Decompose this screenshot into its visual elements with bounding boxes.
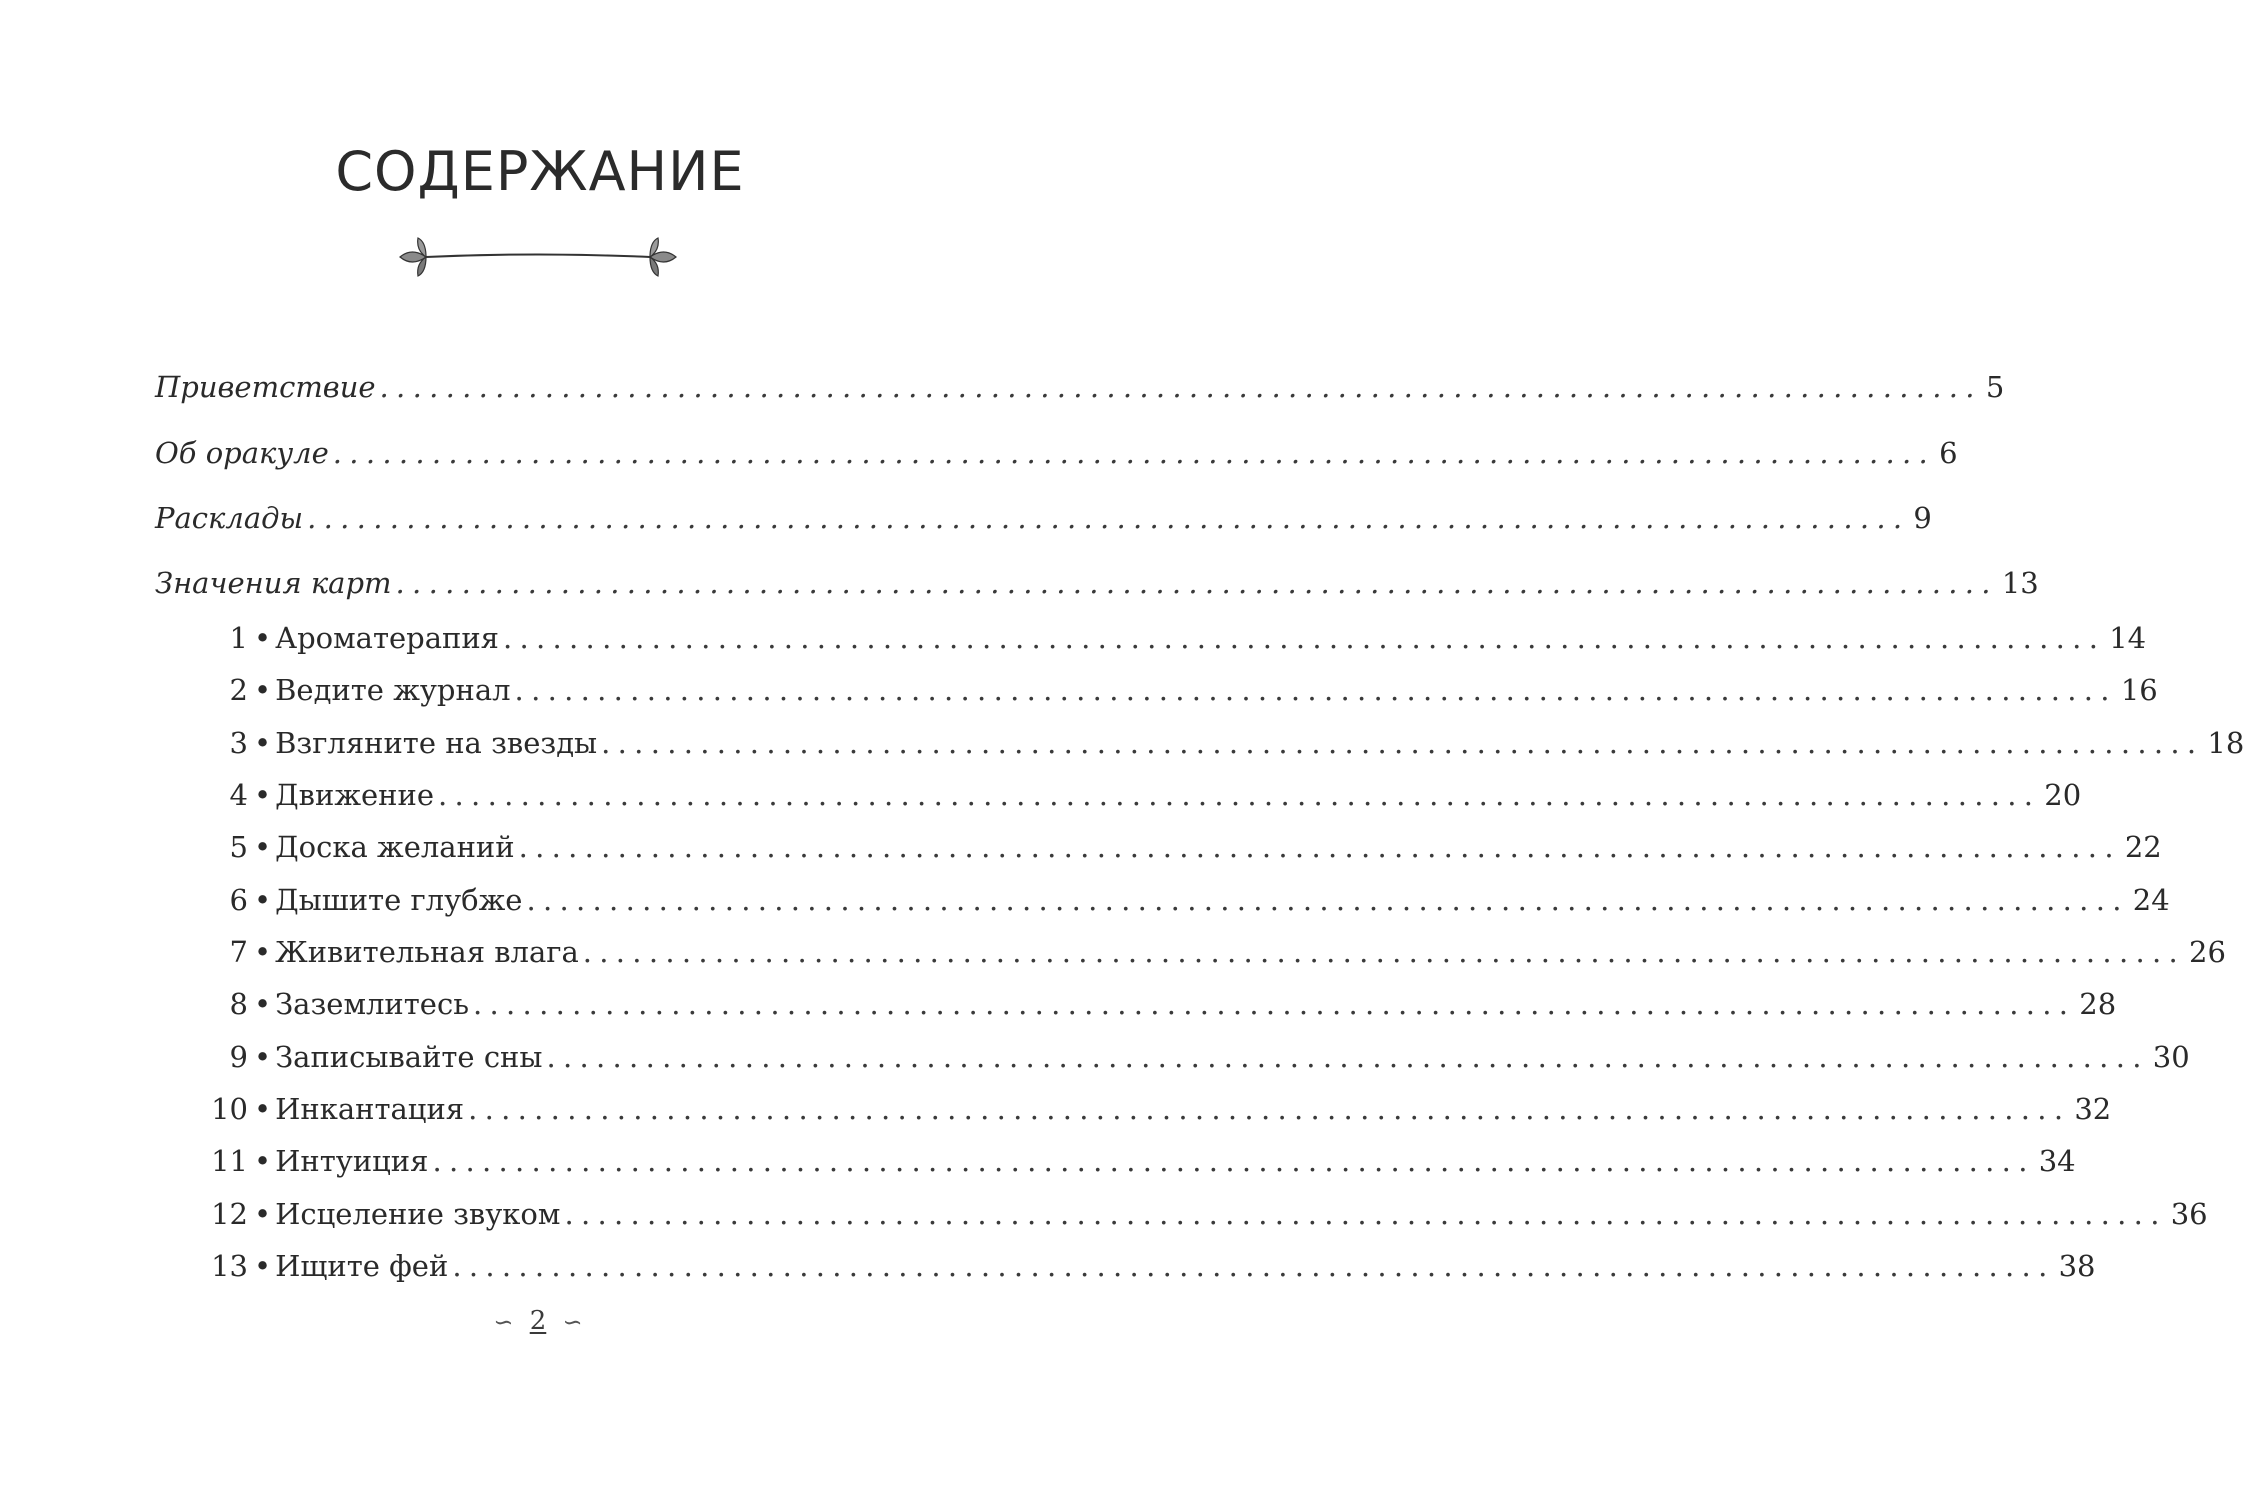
toc-card-entry[interactable] bbox=[210, 1139, 2076, 1183]
toc-entry-page: 32 bbox=[2074, 1092, 2112, 1126]
dot-leader: ................................................................................................. bbox=[468, 1092, 2071, 1126]
card-title: Ищите фей bbox=[275, 1249, 449, 1283]
toc-entry-page: 38 bbox=[2058, 1249, 2096, 1283]
toc-entry-page: 18 bbox=[2207, 726, 2244, 760]
card-title: Инкантация bbox=[275, 1092, 465, 1126]
toc-entry-page: 20 bbox=[2044, 778, 2082, 812]
card-title: Взгляните на звезды bbox=[275, 726, 598, 760]
card-number: 13 bbox=[211, 1249, 248, 1283]
dot-leader: ................................................................................................. bbox=[564, 1197, 2167, 1231]
card-title: Дышите глубже bbox=[275, 883, 523, 917]
toc-card-entry[interactable] bbox=[210, 878, 2170, 922]
toc-card-entry[interactable] bbox=[210, 825, 2162, 869]
dot-leader: ................................................................................................. bbox=[546, 1040, 2149, 1074]
toc-entry-page: 14 bbox=[2109, 621, 2147, 655]
toc-card-entry[interactable] bbox=[210, 773, 2082, 817]
toc-entry-spreads[interactable] bbox=[155, 496, 1932, 540]
toc-entry-page: 5 bbox=[1985, 370, 2005, 404]
dot-leader: ................................................................................................. bbox=[514, 673, 2117, 707]
card-title: Исцеление звуком bbox=[275, 1197, 561, 1231]
toc-entry-label: Об оракуле bbox=[155, 436, 329, 470]
card-number: 3 bbox=[229, 726, 248, 760]
toc-entry-page: 36 bbox=[2170, 1197, 2208, 1231]
dot-leader: ................................................................................................. bbox=[473, 987, 2076, 1021]
bullet: • bbox=[254, 987, 272, 1021]
card-title: Записывайте сны bbox=[275, 1040, 543, 1074]
toc-entry-page: 30 bbox=[2152, 1040, 2190, 1074]
toc-card-entry[interactable] bbox=[210, 721, 2244, 765]
toc-entry-about-oracle[interactable] bbox=[155, 431, 1958, 475]
left-swirl-icon: ∽ bbox=[493, 1308, 514, 1336]
toc-card-entry[interactable] bbox=[210, 1244, 2096, 1288]
dot-leader: ................................................................................................. bbox=[582, 935, 2186, 969]
toc-entry-page: 24 bbox=[2132, 883, 2170, 917]
page-footer bbox=[0, 1306, 1000, 1336]
card-title: Заземлитесь bbox=[275, 987, 469, 1021]
card-number: 5 bbox=[229, 830, 248, 864]
card-title: Интуиция bbox=[275, 1144, 429, 1178]
dot-leader: ................................................................................................. bbox=[502, 621, 2106, 655]
dot-leader: ................................................................................................. bbox=[526, 883, 2129, 917]
toc-entry-page: 28 bbox=[2079, 987, 2117, 1021]
bullet: • bbox=[254, 621, 272, 655]
toc-entry-page: 26 bbox=[2189, 935, 2226, 969]
dot-leader: ................................................................................................. bbox=[307, 501, 1910, 535]
right-swirl-icon: ∽ bbox=[562, 1308, 583, 1336]
toc-entry-label: Расклады bbox=[155, 501, 304, 535]
toc-entry-page: 34 bbox=[2038, 1144, 2076, 1178]
toc-card-entry[interactable] bbox=[210, 1035, 2190, 1079]
toc-entry-page: 22 bbox=[2124, 830, 2162, 864]
dot-leader: ................................................................................................. bbox=[379, 370, 1982, 404]
page-number: 2 bbox=[529, 1306, 547, 1336]
toc-entry-card-meanings[interactable] bbox=[155, 561, 2039, 605]
card-title: Ароматерапия bbox=[275, 621, 499, 655]
bullet: • bbox=[254, 673, 272, 707]
toc-card-entry[interactable] bbox=[210, 982, 2117, 1026]
dot-leader: ................................................................................................. bbox=[332, 436, 1936, 470]
card-number: 11 bbox=[211, 1144, 248, 1178]
toc-card-entry[interactable] bbox=[210, 1192, 2208, 1236]
bullet: • bbox=[254, 1249, 272, 1283]
card-number: 12 bbox=[211, 1197, 248, 1231]
toc-entry-label: Значения карт bbox=[155, 566, 392, 600]
bullet: • bbox=[254, 1144, 272, 1178]
dot-leader: ................................................................................................. bbox=[432, 1144, 2035, 1178]
toc-card-entry[interactable] bbox=[210, 616, 2147, 660]
card-number: 6 bbox=[229, 883, 248, 917]
dot-leader: ................................................................................................. bbox=[601, 726, 2204, 760]
toc-entry-page: 13 bbox=[2001, 566, 2039, 600]
toc-card-entry[interactable] bbox=[210, 668, 2158, 712]
dot-leader: ................................................................................................. bbox=[452, 1249, 2055, 1283]
toc-card-entry[interactable] bbox=[210, 930, 2226, 974]
card-number: 10 bbox=[211, 1092, 248, 1126]
dot-leader: ................................................................................................. bbox=[518, 830, 2121, 864]
card-title: Доска желаний bbox=[275, 830, 515, 864]
bullet: • bbox=[254, 1092, 272, 1126]
toc-entry-page: 9 bbox=[1913, 501, 1932, 535]
bullet: • bbox=[254, 1197, 272, 1231]
toc-entry-page: 16 bbox=[2120, 673, 2158, 707]
toc-card-entry[interactable] bbox=[210, 1087, 2112, 1131]
card-number: 2 bbox=[229, 673, 248, 707]
bullet: • bbox=[254, 778, 272, 812]
card-number: 1 bbox=[229, 621, 248, 655]
toc-entry-greeting[interactable] bbox=[155, 365, 2005, 409]
page-title: СОДЕРЖАНИЕ bbox=[335, 140, 745, 203]
toc-entry-page: 6 bbox=[1939, 436, 1958, 470]
bullet: • bbox=[254, 883, 272, 917]
bullet: • bbox=[254, 935, 272, 969]
dot-leader: ................................................................................................. bbox=[395, 566, 1998, 600]
card-number: 8 bbox=[229, 987, 248, 1021]
bullet: • bbox=[254, 726, 272, 760]
card-title: Движение bbox=[275, 778, 435, 812]
bullet: • bbox=[254, 830, 272, 864]
bullet: • bbox=[254, 1040, 272, 1074]
card-number: 4 bbox=[229, 778, 248, 812]
toc-entry-label: Приветствие bbox=[155, 370, 376, 404]
dot-leader: ................................................................................................. bbox=[438, 778, 2041, 812]
card-title: Живительная влага bbox=[275, 935, 579, 969]
card-title: Ведите журнал bbox=[275, 673, 511, 707]
card-number: 7 bbox=[229, 935, 248, 969]
card-number: 9 bbox=[229, 1040, 248, 1074]
